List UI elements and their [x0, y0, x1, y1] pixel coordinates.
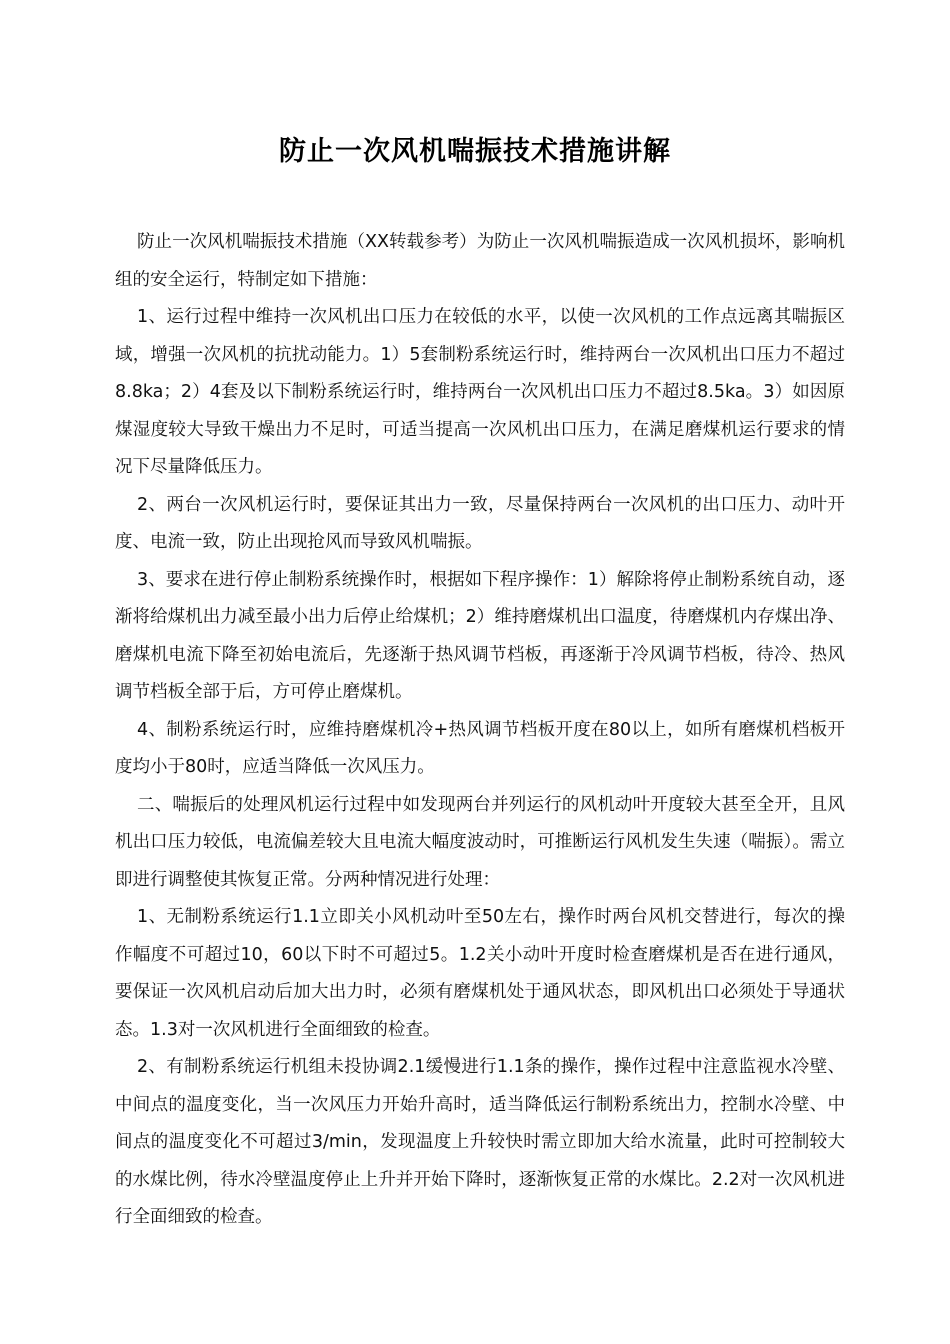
paragraph-intro: 防止一次风机喘振技术措施（XX转载参考）为防止一次风机喘振造成一次风机损坏，影响机组的安全运行，特制定如下措施： [115, 232, 845, 290]
paragraph-measure-1: 1、运行过程中维持一次风机出口压力在较低的水平，以使一次风机的工作点远离其喘振区域，增强一次风机的抗扰动能力。1）5套制粉系统运行时，维持两台一次风机出口压力不超过8.8ka；2）4套及以下制粉系统运行时，维持两台一次风机出口压力不超过8.5ka。3）如因原煤湿度较大导致干燥出力不足时，可适当提高一次风机出口压力，在满足磨煤机运行要求的情况下尽量降低压力。 [115, 307, 845, 477]
paragraph-section-2: 二、喘振后的处理风机运行过程中如发现两台并列运行的风机动叶开度较大甚至全开，且风机出口压力较低，电流偏差较大且电流大幅度波动时，可推断运行风机发生失速（喘振）。需立即进行调整使其恢复正常。分两种情况进行处理： [115, 794, 845, 890]
paragraph-measure-4: 4、制粉系统运行时，应维持磨煤机冷+热风调节档板开度在80以上，如所有磨煤机档板开度均小于80时，应适当降低一次风压力。 [115, 719, 845, 777]
paragraph-case-1: 1、无制粉系统运行1.1立即关小风机动叶至50左右，操作时两台风机交替进行，每次的操作幅度不可超过10，60以下时不可超过5。1.2关小动叶开度时检查磨煤机是否在进行通风，要保证一次风机启动后加大出力时，必须有磨煤机处于通风状态，即风机出口必须处于导通状态。1.3对一次风机进行全面细致的检查。 [115, 907, 845, 1040]
paragraph-case-2: 2、有制粉系统运行机组未投协调2.1缓慢进行1.1条的操作，操作过程中注意监视水冷壁、中间点的温度变化，当一次风压力开始升高时，适当降低运行制粉系统出力，控制水冷壁、中间点的温度变化不可超过3/min，发现温度上升较快时需立即加大给水流量，此时可控制较大的水煤比例，待水冷壁温度停止上升并开始下降时，逐渐恢复正常的水煤比。2.2对一次风机进行全面细致的检查。 [115, 1057, 845, 1227]
paragraph-measure-3: 3、要求在进行停止制粉系统操作时，根据如下程序操作：1）解除将停止制粉系统自动，逐渐将给煤机出力减至最小出力后停止给煤机；2）维持磨煤机出口温度，待磨煤机内存煤出净、磨煤机电流下降至初始电流后，先逐渐于热风调节档板，再逐渐于冷风调节档板，待冷、热风调节档板全部于后，方可停止磨煤机。 [115, 569, 845, 702]
document-body [115, 224, 845, 1237]
paragraph-measure-2: 2、两台一次风机运行时，要保证其出力一致，尽量保持两台一次风机的出口压力、动叶开度、电流一致，防止出现抢风而导致风机喘振。 [115, 494, 845, 552]
document-title: 防止一次风机喘振技术措施讲解 [279, 136, 671, 167]
